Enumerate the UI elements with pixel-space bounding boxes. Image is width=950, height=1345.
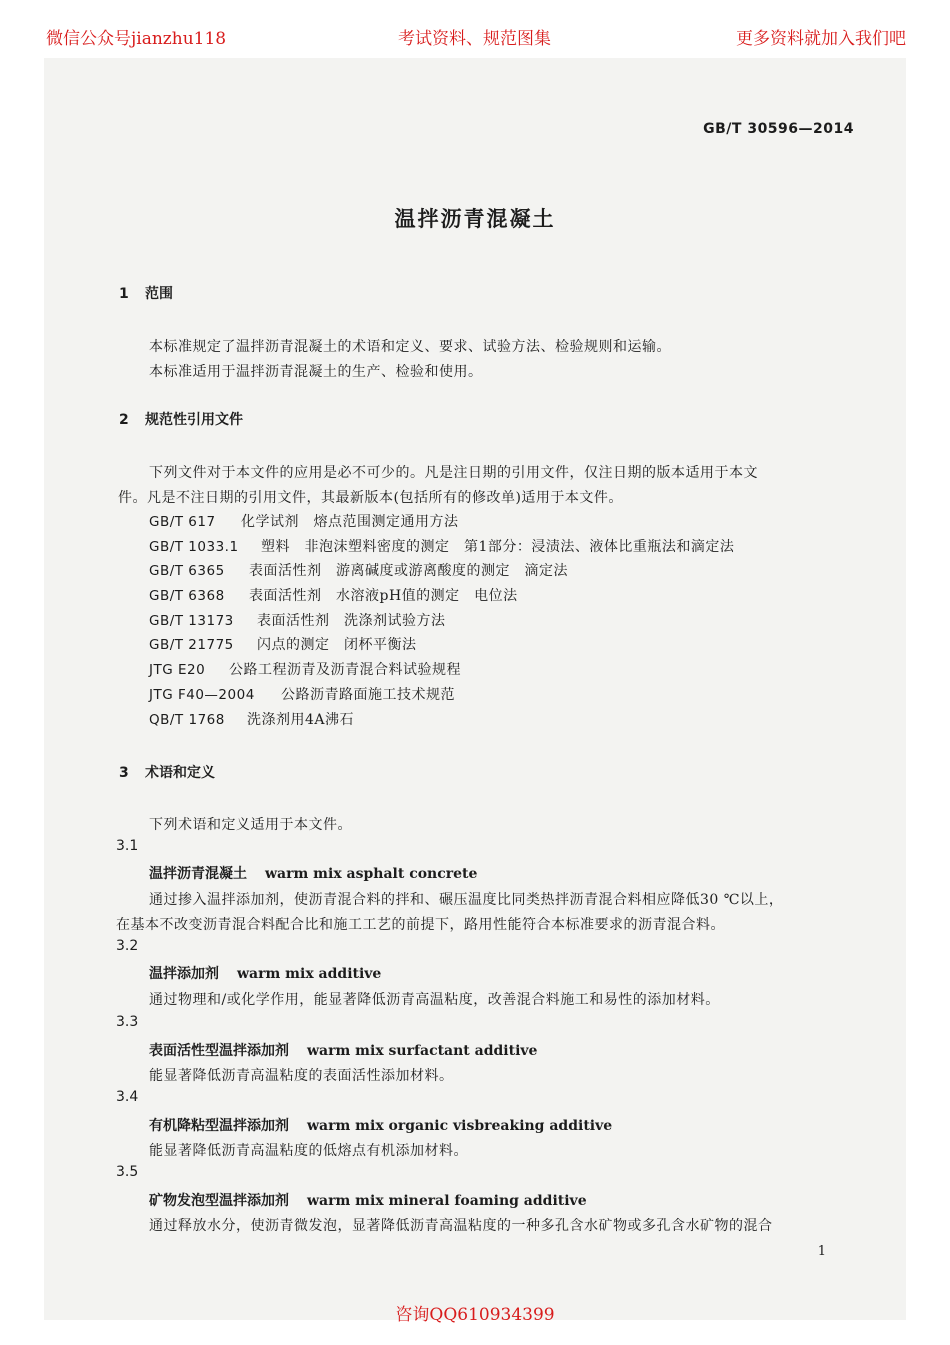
- reference-code: GB/T 13173: [149, 613, 234, 629]
- banner-left-text: 微信公众号jianzhu118: [46, 29, 227, 49]
- term-cn: 有机降粘型温拌添加剂: [149, 1118, 289, 1134]
- section-2-heading: [119, 409, 243, 429]
- banner-center-text: 考试资料、规范图集: [398, 29, 551, 49]
- term-heading: [149, 963, 381, 983]
- reference-title: 洗涤剂用4A沸石: [247, 712, 355, 728]
- reference-title: 公路工程沥青及沥青混合料试验规程: [229, 662, 461, 678]
- section-number: 3: [119, 765, 129, 781]
- reference-item: [149, 709, 354, 729]
- term-en: warm mix mineral foaming additive: [307, 1193, 587, 1209]
- clause-number: 3.5: [116, 1164, 139, 1180]
- section-title: 规范性引用文件: [145, 412, 243, 428]
- term-en: warm mix surfactant additive: [307, 1043, 538, 1059]
- paragraph: 本标准规定了温拌沥青混凝土的术语和定义、要求、试验方法、检验规则和运输。: [149, 339, 671, 355]
- term-cn: 温拌沥青混凝土: [149, 866, 247, 882]
- reference-item: [149, 659, 461, 679]
- definition: 能显著降低沥青高温粘度的低熔点有机添加材料。: [149, 1143, 468, 1159]
- paragraph: 下列术语和定义适用于本文件。: [149, 817, 352, 833]
- section-number: 1: [119, 286, 129, 302]
- reference-code: JTG F40—2004: [149, 687, 255, 703]
- reference-title: 表面活性剂 水溶液pH值的测定 电位法: [249, 588, 518, 604]
- paragraph: 件。凡是不注日期的引用文件，其最新版本(包括所有的修改单)适用于本文件。: [118, 490, 623, 506]
- section-1-heading: [119, 283, 173, 303]
- reference-item: [149, 560, 568, 580]
- footer-contact-text: 咨询QQ610934399: [395, 1305, 555, 1325]
- reference-item: [149, 536, 734, 556]
- reference-title: 化学试剂 熔点范围测定通用方法: [241, 514, 459, 530]
- term-en: warm mix additive: [237, 966, 382, 982]
- reference-title: 表面活性剂 洗涤剂试验方法: [257, 613, 446, 629]
- reference-code: QB/T 1768: [149, 712, 225, 728]
- reference-code: JTG E20: [149, 662, 206, 678]
- banner-right-text: 更多资料就加入我们吧: [736, 29, 906, 49]
- reference-item: [149, 610, 446, 630]
- reference-item: [149, 634, 417, 654]
- reference-code: GB/T 21775: [149, 637, 234, 653]
- definition: 在基本不改变沥青混合料配合比和施工工艺的前提下，路用性能符合本标准要求的沥青混合料。: [116, 917, 725, 933]
- section-title: 术语和定义: [145, 765, 215, 781]
- term-cn: 温拌添加剂: [149, 966, 219, 982]
- clause-number: 3.2: [116, 938, 139, 954]
- reference-item: [149, 684, 455, 704]
- reference-title: 公路沥青路面施工技术规范: [281, 687, 455, 703]
- page-number: 1: [817, 1244, 826, 1259]
- reference-code: GB/T 1033.1: [149, 539, 239, 555]
- reference-code: GB/T 6368: [149, 588, 225, 604]
- reference-code: GB/T 6365: [149, 563, 225, 579]
- term-heading: [149, 1190, 587, 1210]
- document-title: 温拌沥青混凝土: [394, 207, 556, 231]
- standard-code: GB/T 30596—2014: [703, 121, 854, 137]
- clause-number: 3.4: [116, 1089, 139, 1105]
- paragraph: 下列文件对于本文件的应用是必不可少的。凡是注日期的引用文件，仅注日期的版本适用于本文: [149, 465, 758, 481]
- clause-number: 3.3: [116, 1014, 139, 1030]
- reference-item: [149, 511, 459, 531]
- paragraph: 本标准适用于温拌沥青混凝土的生产、检验和使用。: [149, 364, 483, 380]
- term-en: warm mix organic visbreaking additive: [307, 1118, 613, 1134]
- definition: 通过物理和/或化学作用，能显著降低沥青高温粘度，改善混合料施工和易性的添加材料。: [149, 992, 720, 1008]
- term-heading: [149, 863, 477, 883]
- term-heading: [149, 1040, 537, 1060]
- term-heading: [149, 1115, 612, 1135]
- reference-title: 塑料 非泡沫塑料密度的测定 第1部分：浸渍法、液体比重瓶法和滴定法: [261, 539, 735, 555]
- section-3-heading: [119, 762, 215, 782]
- definition: 通过掺入温拌添加剂，使沥青混合料的拌和、碾压温度比同类热拌沥青混合料相应降低30 ℃以上，: [149, 892, 784, 908]
- reference-title: 表面活性剂 游离碱度或游离酸度的测定 滴定法: [249, 563, 568, 579]
- definition: 通过释放水分，使沥青微发泡，显著降低沥青高温粘度的一种多孔含水矿物或多孔含水矿物的混合: [149, 1218, 773, 1234]
- term-cn: 矿物发泡型温拌添加剂: [149, 1193, 289, 1209]
- reference-item: [149, 585, 518, 605]
- clause-number: 3.1: [116, 838, 139, 854]
- reference-title: 闪点的测定 闭杯平衡法: [257, 637, 417, 653]
- term-cn: 表面活性型温拌添加剂: [149, 1043, 289, 1059]
- definition: 能显著降低沥青高温粘度的表面活性添加材料。: [149, 1068, 454, 1084]
- reference-code: GB/T 617: [149, 514, 216, 530]
- term-en: warm mix asphalt concrete: [265, 866, 478, 882]
- section-number: 2: [119, 412, 129, 428]
- section-title: 范围: [145, 286, 173, 302]
